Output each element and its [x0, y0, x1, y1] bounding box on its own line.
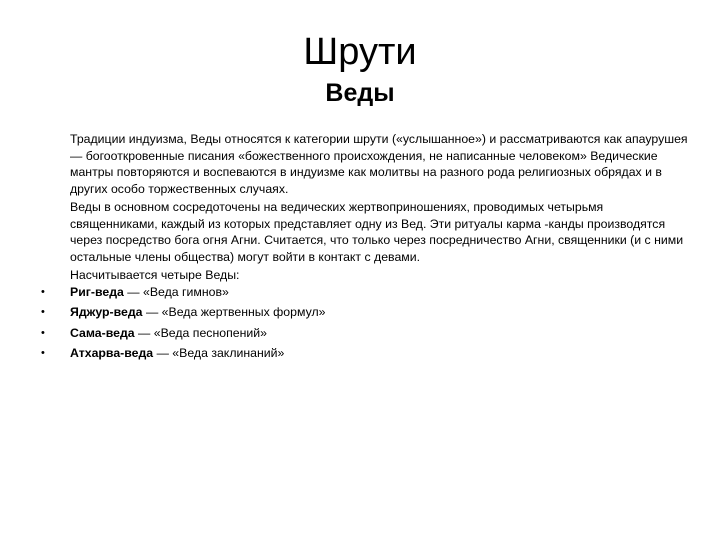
list-item-description: — «Веда песнопений»	[134, 325, 267, 340]
list-item-term: Яджур-веда	[70, 305, 143, 320]
list-item	[41, 304, 690, 321]
paragraph-1: Традиции индуизма, Веды относятся к категории шрути («услышанное») и рассматриваются как апаурушея — богооткровенные писания «божественного происхождения, не написанные человеком» Ведические мантры повторяются и воспеваются в индуизме как молитвы на разного рода религиозных обрядах и в других особо торжественных случаях.	[70, 132, 688, 197]
slide-title: Шрути	[303, 31, 417, 73]
list-item-term: Атхарва-веда	[70, 345, 154, 360]
list-item	[41, 345, 690, 362]
bullet-icon: •	[41, 346, 45, 359]
list-intro: Насчитывается четыре Веды:	[70, 267, 240, 282]
list-item	[41, 284, 690, 301]
paragraph-2: Веды в основном сосредоточены на ведических жертвоприношениях, проводимых четырьмя священниками, каждый из которых представляет одну из Вед. Эти ритуалы карма -канды производятся через посредство бога огня Агни. Считается, что только через посредничество Агни, священники (и с ними остальные члены общества) могут войти в контакт с девами.	[70, 199, 684, 264]
bullet-icon: •	[41, 326, 45, 339]
slide-subtitle: Веды	[325, 79, 395, 107]
list-item-term: Риг-веда	[70, 285, 124, 300]
bullet-icon: •	[41, 286, 45, 299]
list-item-description: — «Веда заклинаний»	[153, 345, 285, 360]
list-item-description: — «Веда гимнов»	[123, 285, 229, 300]
bullet-icon: •	[41, 306, 45, 319]
slide-body	[41, 131, 690, 365]
list-item-term: Сама-веда	[70, 325, 135, 340]
list-item	[41, 325, 690, 342]
veda-list	[41, 284, 690, 361]
list-item-description: — «Веда жертвенных формул»	[142, 305, 326, 320]
